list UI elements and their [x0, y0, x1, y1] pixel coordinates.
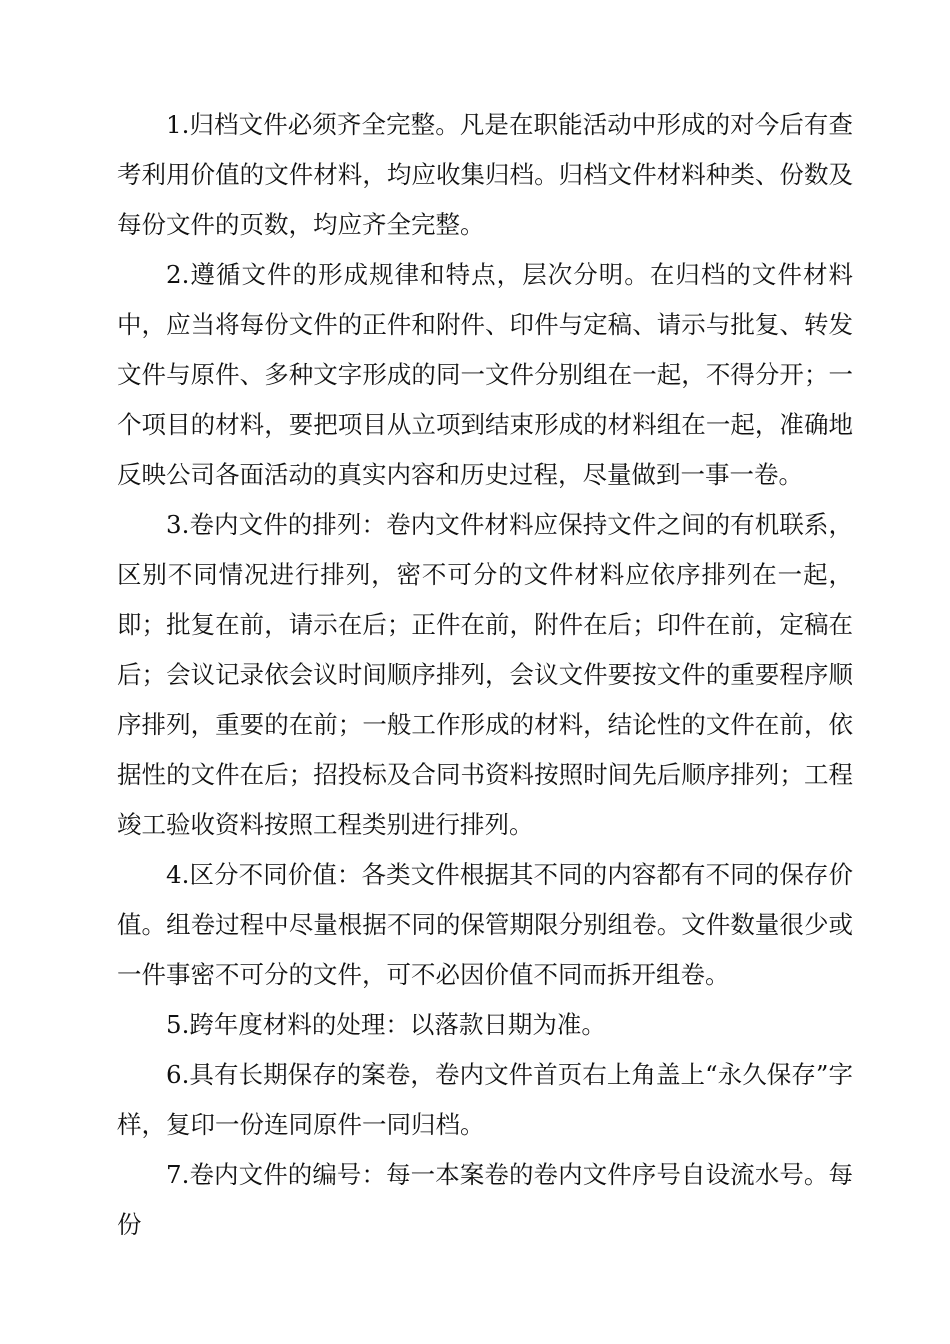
- paragraph-2: 2.遵循文件的形成规律和特点，层次分明。在归档的文件材料中，应当将每份文件的正件和附件、印件与定稿、请示与批复、转发文件与原件、多种文字形成的同一文件分别组在一起，不得分开；一个项目的材料，要把项目从立项到结束形成的材料组在一起，准确地反映公司各面活动的真实内容和历史过程，尽量做到一事一卷。: [117, 260, 853, 489]
- paragraph-5: 5.跨年度材料的处理：以落款日期为准。: [166, 1010, 606, 1039]
- paragraph-1: 1.归档文件必须齐全完整。凡是在职能活动中形成的对今后有查考利用价值的文件材料，均应收集归档。归档文件材料种类、份数及每份文件的页数，均应齐全完整。: [117, 110, 853, 239]
- document-body: [117, 100, 853, 1250]
- paragraph-6: 6.具有长期保存的案卷，卷内文件首页右上角盖上“永久保存”字样，复印一份连同原件一同归档。: [117, 1060, 853, 1139]
- paragraph-3: 3.卷内文件的排列：卷内文件材料应保持文件之间的有机联系，区别不同情况进行排列，密不可分的文件材料应依序排列在一起，即；批复在前，请示在后；正件在前，附件在后；印件在前，定稿在后；会议记录依会议时间顺序排列，会议文件要按文件的重要程序顺序排列，重要的在前；一般工作形成的材料，结论性的文件在前，依据性的文件在后；招投标及合同书资料按照时间先后顺序排列；工程竣工验收资料按照工程类别进行排列。: [117, 510, 853, 839]
- paragraph-4: 4.区分不同价值：各类文件根据其不同的内容都有不同的保存价值。组卷过程中尽量根据不同的保管期限分别组卷。文件数量很少或一件事密不可分的文件，可不必因价值不同而拆开组卷。: [117, 860, 853, 989]
- paragraph-7: 7.卷内文件的编号：每一本案卷的卷内文件序号自设流水号。每份: [117, 1160, 853, 1239]
